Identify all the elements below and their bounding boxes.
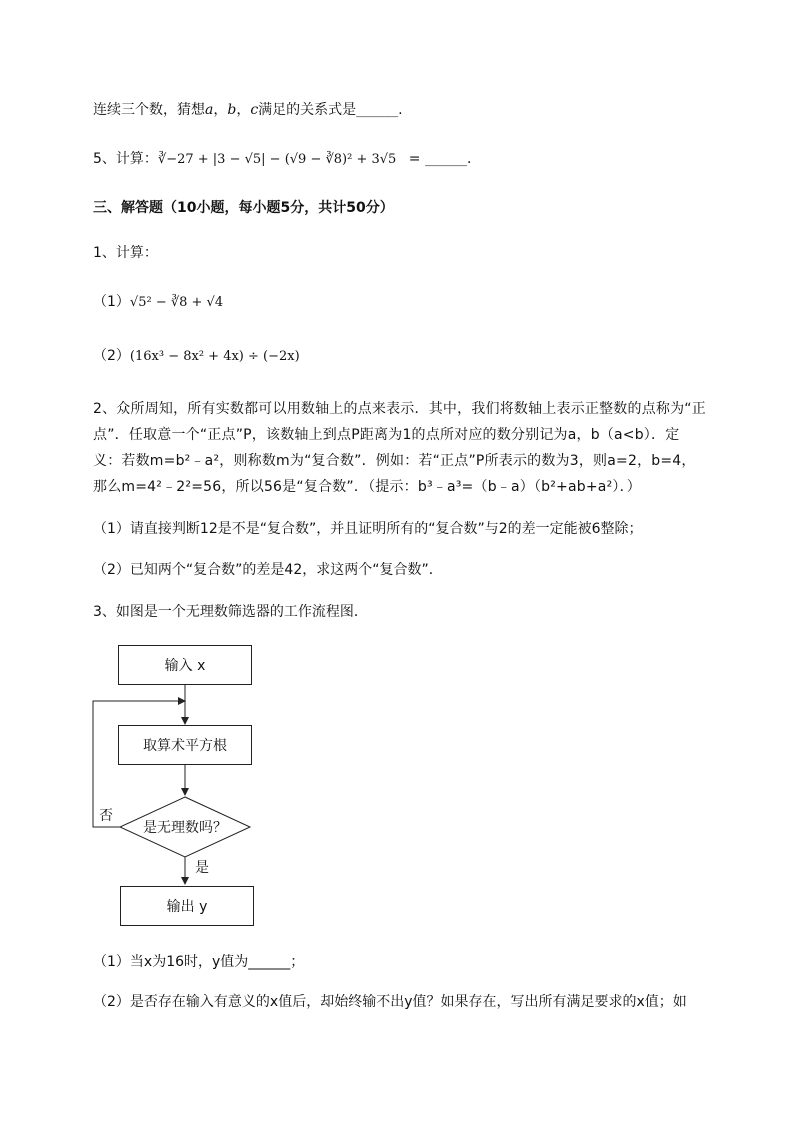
q4-text-a: 连续三个数，猜想 bbox=[93, 102, 205, 118]
flow-sqrt-label: 取算术平方根 bbox=[143, 738, 227, 754]
problem-2-line-2: 点”．任取意一个“正点”P，该数轴上到点P距离为1的点所对应的数分别记为a，b（a<b）．定 bbox=[93, 427, 680, 443]
answer-blank: ______ bbox=[356, 102, 399, 118]
flow-input-box bbox=[118, 645, 252, 685]
part-label: （1） bbox=[93, 294, 130, 310]
problem-2-line-3: 义：若数m=b²﹣a²，则称数m为“复合数”．例如：若“正点”P所表示的数为3，则a=2，b=4， bbox=[93, 453, 696, 469]
equals-sign: = bbox=[408, 151, 421, 167]
flow-no-label: 否 bbox=[99, 808, 113, 824]
problem-2-line-4: 那么m=4²﹣2²=56，所以56是“复合数”．（提示：b³﹣a³=（b﹣a）（b²+ab+a²）．） bbox=[93, 479, 641, 495]
part-expression: (16x³ − 8x² + 4x) ÷ (−2x) bbox=[129, 349, 300, 364]
answer-blank: ______ bbox=[424, 151, 467, 167]
period: . bbox=[466, 151, 472, 167]
problem-2-sub-2: （2）已知两个“复合数”的差是42，求这两个“复合数”． bbox=[93, 562, 443, 578]
q4-text-b: 满足的关系式是 bbox=[258, 102, 357, 118]
flow-sqrt-box bbox=[118, 725, 252, 765]
var-a: a bbox=[205, 102, 214, 118]
part-label: （2） bbox=[93, 348, 130, 364]
flow-input-label: 输入 x bbox=[164, 658, 206, 674]
part-expression: √5² − ∛8 + √4 bbox=[129, 295, 224, 310]
q5-expression: ∛−27 + |3 − √5| − (√9 − ∛8)² + 3√5 bbox=[157, 152, 397, 167]
flow-output-box bbox=[120, 886, 254, 926]
period: . bbox=[398, 102, 403, 118]
flow-output-label: 输出 y bbox=[166, 899, 208, 915]
var-c: c bbox=[250, 102, 259, 118]
problem-2-line-1: 2、众所周知，所有实数都可以用数轴上的点来表示．其中，我们将数轴上表示正整数的点称为“正 bbox=[93, 401, 706, 417]
problem-3-title: 3、如图是一个无理数筛选器的工作流程图． bbox=[93, 604, 368, 620]
section-heading: 三、解答题（10小题，每小题5分，共计50分） bbox=[93, 200, 394, 216]
problem-1-title: 1、计算： bbox=[93, 245, 158, 261]
flow-yes-label: 是 bbox=[195, 860, 209, 876]
problem-3-sub-1: （1）当x为16时，y值为______； bbox=[93, 954, 305, 970]
flow-decision-label: 是无理数吗？ bbox=[143, 820, 227, 836]
var-b: b bbox=[227, 102, 237, 118]
separator: ， bbox=[213, 102, 228, 118]
problem-3-sub-2: （2）是否存在输入有意义的x值后，却始终输不出y值？如果存在，写出所有满足要求的x值；如 bbox=[93, 994, 687, 1010]
problem-2-sub-1: （1）请直接判断12是不是“复合数”，并且证明所有的“复合数”与2的差一定能被6整除； bbox=[93, 521, 643, 537]
q5-number: 5、计算： bbox=[93, 151, 158, 167]
separator: ， bbox=[236, 102, 251, 118]
